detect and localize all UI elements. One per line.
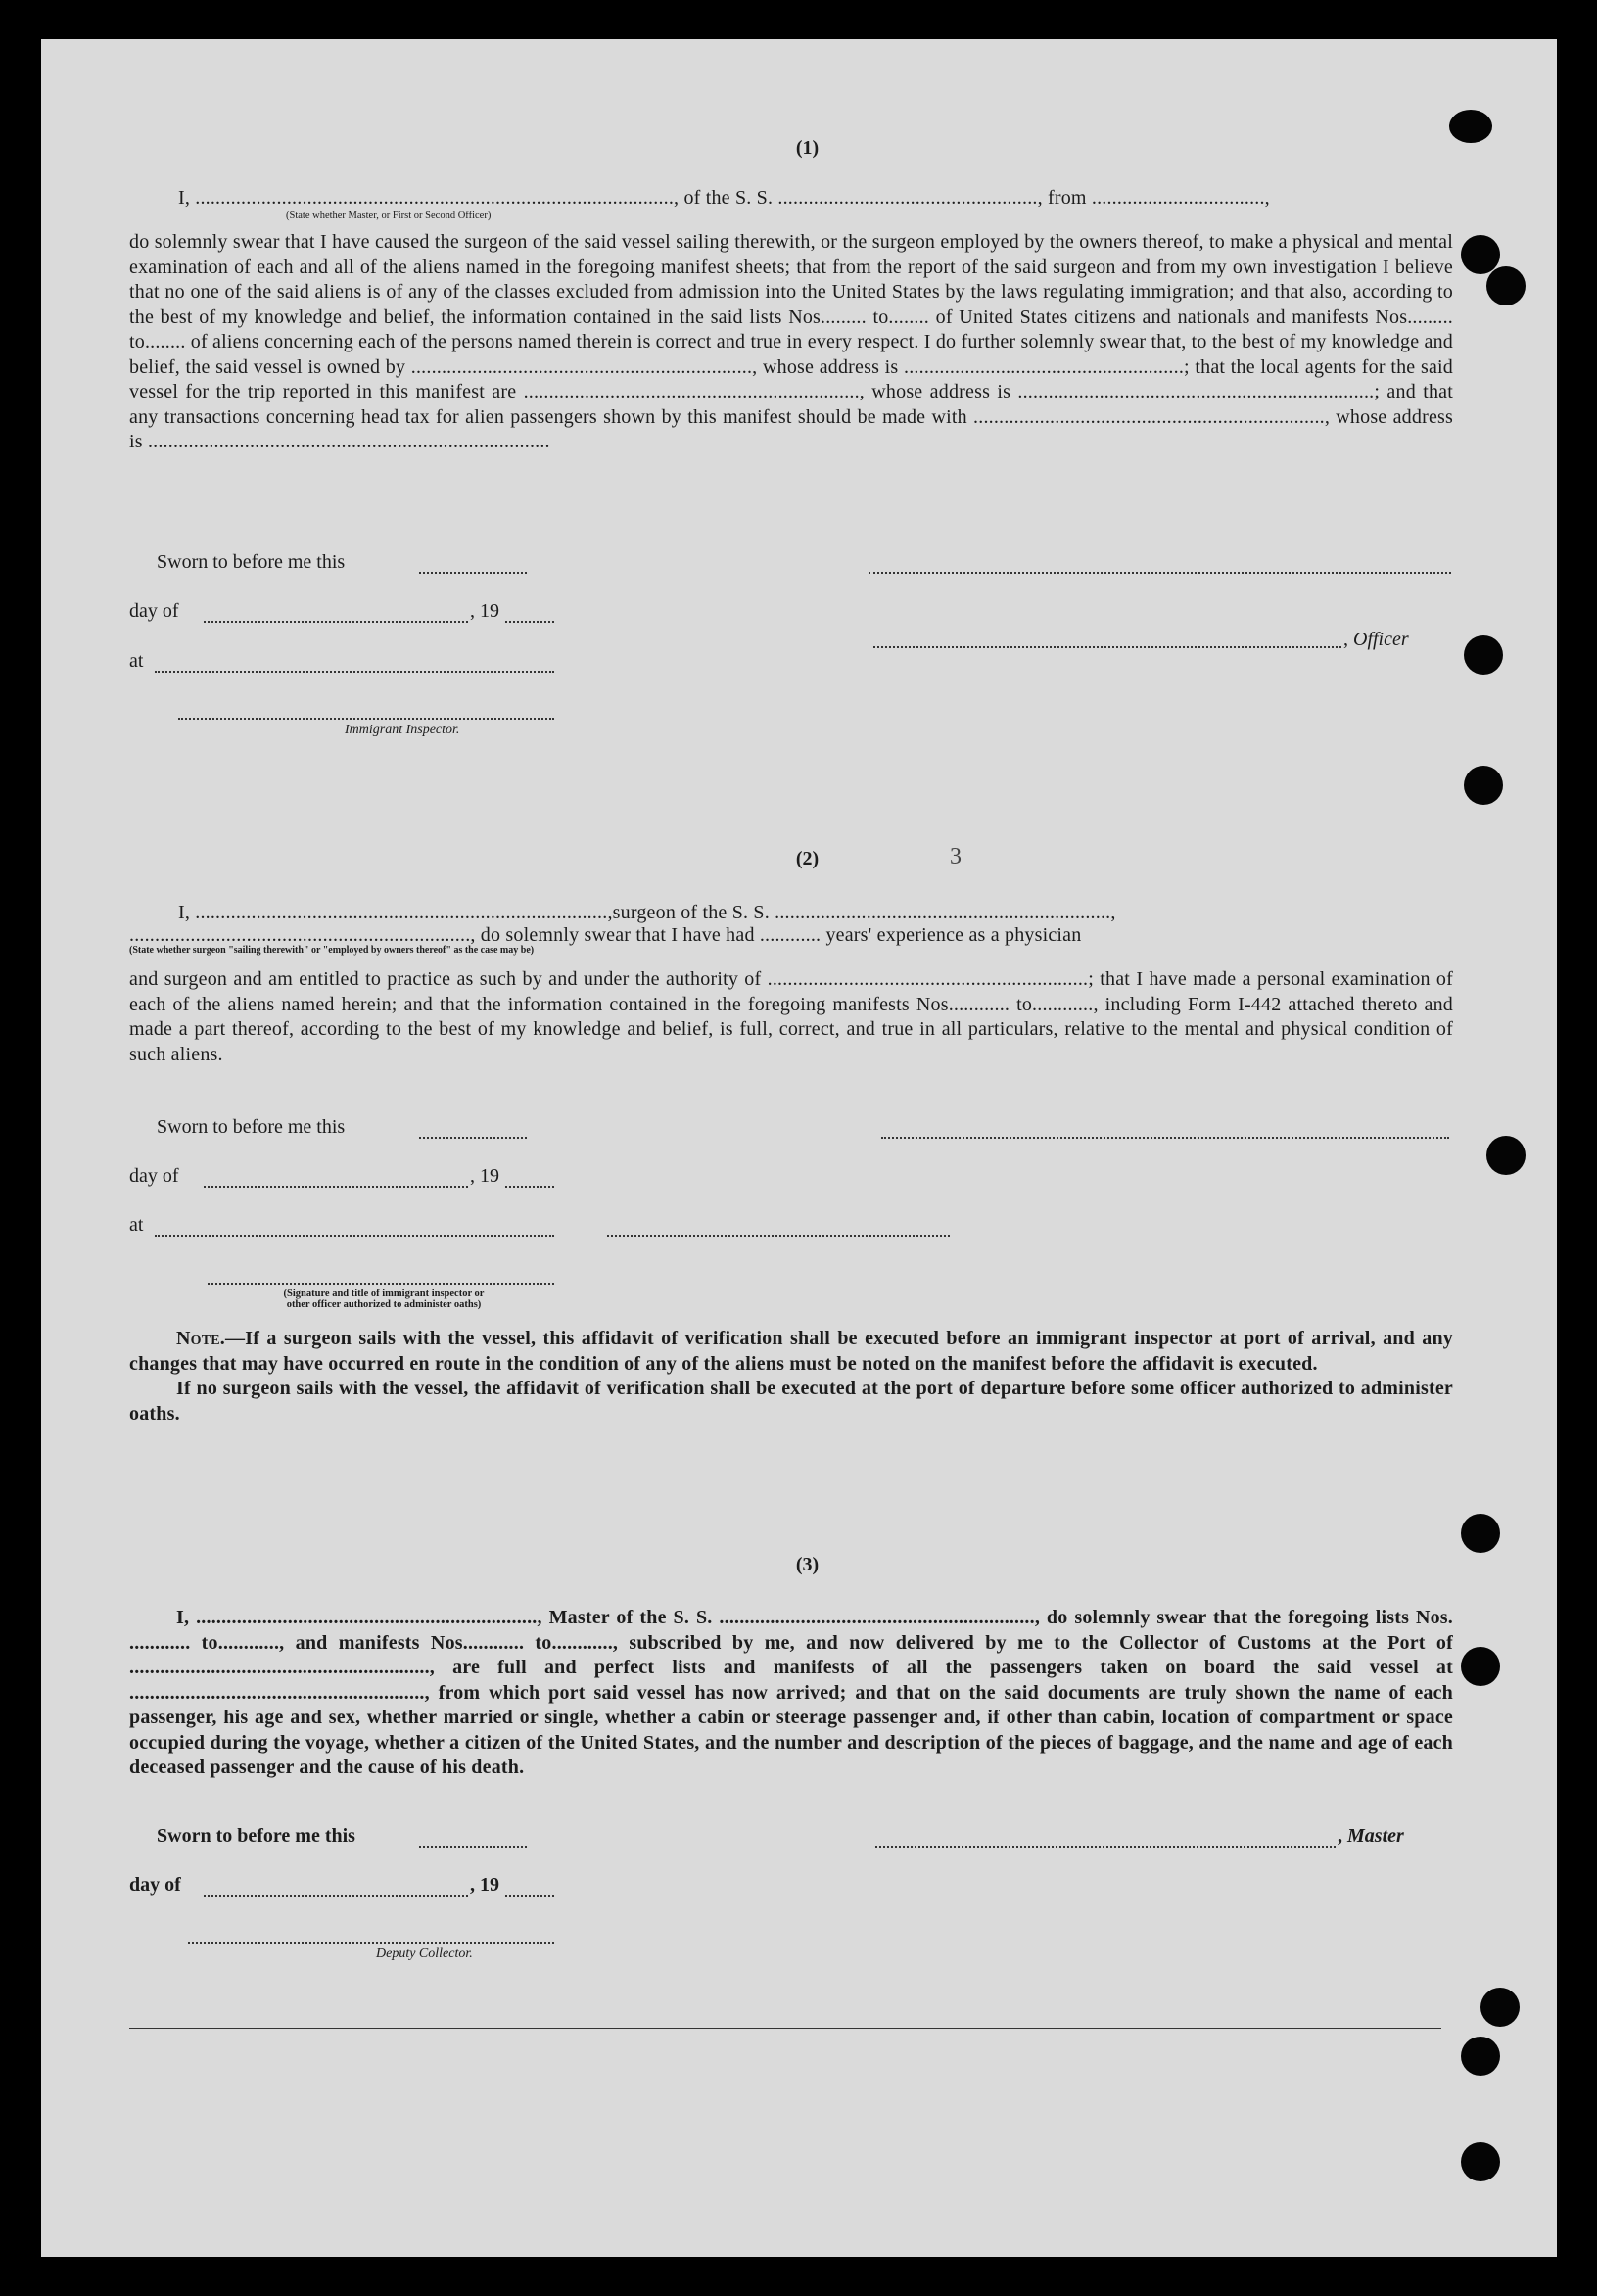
signature-caption: (Signature and title of immigrant inspector or other officer authorized to administer oaths)	[283, 1289, 485, 1310]
blank-line	[505, 1186, 554, 1188]
year-value: 19	[480, 1874, 499, 1896]
blank-line	[155, 671, 554, 673]
document-page	[41, 39, 1557, 2257]
blank-line	[419, 572, 527, 574]
officer-label: , Officer	[1343, 629, 1409, 650]
punch-hole	[1486, 266, 1526, 305]
section-number: (3)	[795, 1554, 820, 1575]
year-label: , 19	[470, 1165, 499, 1187]
section-number: (2)	[795, 848, 820, 869]
punch-hole	[1461, 1514, 1500, 1553]
punch-hole	[1464, 635, 1503, 675]
punch-hole	[1461, 235, 1500, 274]
day-of-label: day of	[129, 600, 179, 622]
section2-line2: ..................................................................., do solemnly swear that I have had ............ years' experience as a physician	[129, 924, 1082, 946]
deputy-collector-caption: Deputy Collector.	[376, 1946, 473, 1961]
signature-line	[178, 718, 554, 720]
punch-hole	[1449, 110, 1492, 143]
year-label: , 19	[470, 1874, 499, 1896]
blank-line	[419, 1846, 527, 1848]
signature-line	[208, 1283, 554, 1285]
day-of-label: day of	[129, 1165, 179, 1187]
year-label: , 19	[470, 600, 499, 622]
punch-hole	[1461, 1647, 1500, 1686]
year-value: 19	[480, 1165, 499, 1187]
punch-hole	[1461, 2142, 1500, 2181]
section2-line1: I, .................................................................................,surgeon of the S. S. ..................................................................,	[178, 902, 1116, 923]
blank-line	[505, 621, 554, 623]
blank-line	[204, 1895, 468, 1897]
blank-line	[419, 1137, 527, 1139]
blank-line	[505, 1895, 554, 1897]
at-label: at	[129, 650, 144, 672]
blank-line	[204, 1186, 468, 1188]
punch-hole	[1464, 766, 1503, 805]
signature-line	[875, 1846, 1336, 1848]
note-label: Note.	[176, 1328, 226, 1349]
immigrant-inspector-caption: Immigrant Inspector.	[345, 723, 460, 737]
day-of-label: day of	[129, 1874, 181, 1896]
master-label: , Master	[1338, 1825, 1404, 1847]
year-value: 19	[480, 600, 499, 622]
stray-mark: 3	[950, 844, 962, 869]
blank-line	[204, 621, 468, 623]
punch-hole	[1480, 1988, 1520, 2027]
signature-line	[881, 1137, 1449, 1139]
sworn-label: Sworn to before me this	[157, 551, 346, 573]
blank-line	[869, 572, 1451, 574]
affidavit-body: and surgeon and am entitled to practice as such by and under the authority of ...............................................................; that I have made a personal examination of each of the aliens named herein; and that the information contained in the foregoing manifests Nos............ to............, including Form I-442 attached thereto and made a part thereof, according to the best of my knowledge and belief, is full, correct, and true in all particulars, relative to the mental and physical condition of such aliens.	[129, 968, 1453, 1065]
signature-line	[873, 646, 1341, 648]
note-paragraph: Note.—If a surgeon sails with the vessel, this affidavit of verification shall be executed before an immigrant inspector at port of arrival, and any changes that may have occurred en route in the condition of any of the aliens must be noted on the manifest before the affidavit is executed. If no surgeon sails with the vessel, the affidavit of verification shall be executed at the port of departure before some officer authorized to administer oaths.	[129, 1327, 1453, 1427]
blank-line	[607, 1235, 950, 1237]
section1-line1: I, .............................................................................................., of the S. S. ..................................................., from ..................................,	[178, 187, 1270, 209]
punch-hole	[1486, 1136, 1526, 1175]
blank-line	[155, 1235, 554, 1237]
signature-line	[188, 1942, 554, 1944]
affidavit-body: I, ..................................................................., Master of the S. S. .............................................................., do solemnly swear that the foregoing lists Nos. ............ to............, and manifests Nos............ to............, subscribed by me, and now delivered by me to the Collector of Customs at the Port of ..........................................................., are full and perfect lists and manifests of all the passengers taken on board the said vessel at .........................................................., from which port said vessel has now arrived; and that on the said documents are truly shown the name of each passenger, his age and sex, whether married or single, whether a cabin or steerage passenger and, if other than cabin, location of compartment or space occupied during the voyage, whether a citizen of the United States, and the number and description of the pieces of baggage, and the name and age of each deceased passenger and the cause of his death.	[129, 1607, 1453, 1778]
bottom-rule	[129, 2028, 1441, 2029]
note-paragraph-2: If no surgeon sails with the vessel, the affidavit of verification shall be executed at the port of departure before some officer authorized to administer oaths.	[129, 1378, 1453, 1425]
state-caption: (State whether Master, or First or Second Officer)	[286, 211, 492, 221]
punch-hole	[1461, 2037, 1500, 2076]
at-label: at	[129, 1214, 144, 1236]
sworn-label: Sworn to before me this	[157, 1825, 355, 1847]
sworn-label: Sworn to before me this	[157, 1116, 346, 1138]
affidavit-body: do solemnly swear that I have caused the surgeon of the said vessel sailing therewith, or the surgeon employed by the owners thereof, to make a physical and mental examination of each and all of the aliens named in the foregoing manifest sheets; that from the report of the said surgeon and from my own investigation I believe that no one of the said aliens is of any of the classes excluded from admission into the United States by the laws regulating immigration; and that also, according to the best of my knowledge and belief, the information contained in the said lists Nos......... to........ of United States citizens and nationals and manifests Nos......... to........ of aliens concerning each of the persons named therein is correct and true in every respect. I do further solemnly swear that, to the best of my knowledge and belief, the said vessel is owned by ..................................................................., whose address is .......................................................; that the local agents for the said vessel for the trip reported in this manifest are .................................................................., whose address is ......................................................................; and that any transactions concerning head tax for alien passengers shown by this manifest should be made with ....................................................................., whose address is ...............................................................................	[129, 231, 1453, 452]
section-number: (1)	[795, 137, 820, 159]
state-caption: (State whether surgeon "sailing therewith" or "employed by owners thereof" as the case may be)	[129, 945, 535, 956]
